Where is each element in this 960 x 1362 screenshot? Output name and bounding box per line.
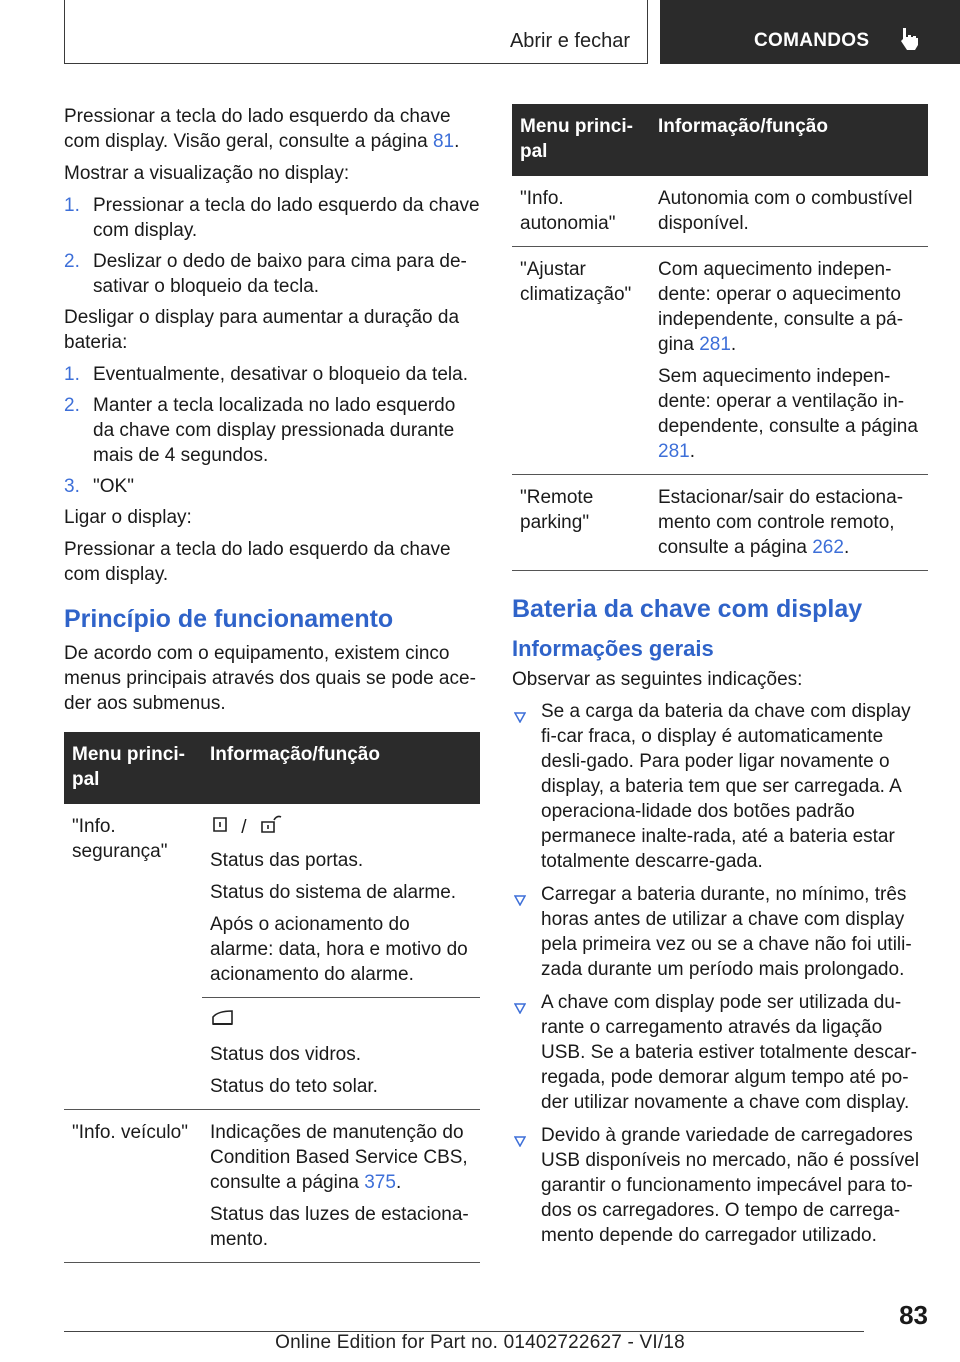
menu-cell: "Info. autonomia" bbox=[512, 176, 650, 247]
table-row bbox=[64, 804, 480, 998]
info-text: Após o acionamento do alarme: data, hora e motivo do acionamento do alarme. bbox=[210, 914, 468, 985]
table-header-row bbox=[64, 732, 480, 804]
list-item bbox=[512, 699, 928, 874]
step-list bbox=[64, 362, 480, 499]
step-text: Eventualmente, desativar o bloqueio da tela. bbox=[93, 364, 468, 385]
list-item bbox=[64, 193, 480, 243]
step-number: 1. bbox=[64, 364, 80, 385]
section-heading: Bateria da chave com display bbox=[512, 595, 863, 623]
page-link[interactable]: 81 bbox=[432, 131, 455, 152]
chapter-tab bbox=[660, 0, 960, 64]
icon-line bbox=[210, 814, 472, 841]
info-cell bbox=[202, 1110, 480, 1263]
section-heading: Princípio de funcionamento bbox=[64, 605, 394, 633]
info-text: Status do sistema de alarme. bbox=[210, 882, 457, 903]
paragraph: Desligar o display para aumentar a duração da bateria: bbox=[64, 307, 460, 353]
text: Indicações de manutenção do Condition Based Service CBS, consulte a página bbox=[210, 1122, 468, 1193]
triangle-bullet-icon bbox=[514, 996, 526, 1021]
page-link[interactable]: 281 bbox=[658, 441, 690, 462]
text: Sem aquecimento indepen-dente: operar a ventilação in-dependente, consulte a página bbox=[658, 366, 918, 437]
step-number: 2. bbox=[64, 395, 80, 416]
bullet-text: Devido à grande variedade de carregadores USB disponíveis no mercado, não é possível garantir o funcionamento impecável para to-dos os carregadores. O tempo de carrega-mento depende do carregador utilizado. bbox=[541, 1125, 920, 1246]
step-text: Deslizar o dedo de baixo para cima para de-sativar o bloqueio da tecla. bbox=[93, 251, 467, 297]
list-item bbox=[64, 474, 480, 499]
table-header-row bbox=[512, 104, 928, 176]
subsection-heading: Informações gerais bbox=[512, 636, 714, 661]
column-header: Informação/função bbox=[650, 104, 928, 176]
paragraph: De acordo com o equipamento, existem cinco menus principais através dos quais se pode ace-der aos submenus. bbox=[64, 643, 476, 714]
step-text: "OK" bbox=[93, 476, 134, 497]
footer-text: Online Edition for Part no. 01402722627 - VI/18 bbox=[275, 1332, 685, 1353]
table-row bbox=[512, 176, 928, 247]
window-icon bbox=[210, 1008, 236, 1035]
page-link[interactable]: 281 bbox=[699, 334, 731, 355]
step-number: 3. bbox=[64, 476, 80, 497]
hand-pointer-icon bbox=[898, 26, 922, 57]
list-item bbox=[64, 393, 480, 468]
left-column bbox=[64, 104, 480, 1263]
menu-table bbox=[512, 104, 928, 571]
info-cell bbox=[650, 247, 928, 475]
paragraph: Mostrar a visualização no display: bbox=[64, 163, 350, 184]
menu-cell: "Ajustar climatização" bbox=[512, 247, 650, 475]
step-number: 1. bbox=[64, 195, 80, 216]
list-item bbox=[512, 1123, 928, 1248]
table-row bbox=[512, 475, 928, 571]
info-text: Sem aquecimento indepen-dente: operar a ventilação in-dependente, consulte a página 281. bbox=[658, 366, 918, 462]
paragraph: Observar as seguintes indicações: bbox=[512, 669, 803, 690]
info-cell: Estacionar/sair do estaciona-mento com controle remoto, consulte a página 262. bbox=[650, 475, 928, 571]
list-item bbox=[64, 249, 480, 299]
list-item bbox=[64, 362, 480, 387]
table-row bbox=[64, 1110, 480, 1263]
info-text: Status dos vidros. bbox=[210, 1044, 362, 1065]
paragraph: Pressionar a tecla do lado esquerdo da chave com display. Visão geral, consulte a página 81. bbox=[64, 106, 460, 152]
triangle-bullet-icon bbox=[514, 705, 526, 730]
table-row bbox=[512, 247, 928, 475]
column-header: Menu princi-pal bbox=[64, 732, 202, 804]
info-text: Status das portas. bbox=[210, 850, 364, 871]
list-item bbox=[512, 990, 928, 1115]
triangle-bullet-icon bbox=[514, 1129, 526, 1154]
bullet-text: A chave com display pode ser utilizada du-rante o carregamento através da ligação USB. Se a bateria estiver totalmente descar-regada, pode demorar algum tempo até po-der utilizar novamente a chave com display. bbox=[541, 992, 917, 1113]
menu-cell: "Info. veículo" bbox=[64, 1110, 202, 1263]
bullet-list bbox=[512, 699, 928, 1248]
info-text: Com aquecimento indepen-dente: operar o aquecimento independente, consulte a pá-gina 281. bbox=[658, 259, 904, 355]
right-column bbox=[512, 104, 928, 1256]
list-item bbox=[512, 882, 928, 982]
paragraph: Ligar o display: bbox=[64, 507, 192, 528]
column-header: Menu princi-pal bbox=[512, 104, 650, 176]
bullet-text: Carregar a bateria durante, no mínimo, três horas antes de utilizar a chave com display pela primeira vez ou se a chave não foi utili-zada durante um período mais prolongado. bbox=[541, 884, 912, 980]
page-number: 83 bbox=[899, 1300, 928, 1330]
step-number: 2. bbox=[64, 251, 80, 272]
bullet-text: Se a carga da bateria da chave com display fi-car fraca, o display é automaticamente desli-gado. Para poder ligar novamente o display, a bateria tem que ser carregada. A operaciona-lidade dos botões padrão permanece inalte-rada, até a bateria estar totalmente descarre-gada. bbox=[541, 701, 911, 872]
chapter-title: COMANDOS bbox=[754, 30, 870, 51]
section-title: Abrir e fechar bbox=[509, 30, 630, 52]
text: Pressionar a tecla do lado esquerdo da chave com display. Visão geral, consulte a página bbox=[64, 106, 451, 152]
door-closed-icon bbox=[210, 814, 230, 841]
paragraph: Pressionar a tecla do lado esquerdo da chave com display. bbox=[64, 539, 451, 585]
page-link[interactable]: 375 bbox=[364, 1172, 396, 1193]
text: Estacionar/sair do estaciona-mento com controle remoto, consulte a página bbox=[658, 487, 904, 558]
step-list bbox=[64, 193, 480, 299]
icon-line bbox=[210, 1008, 472, 1035]
info-cell: Autonomia com o combustível disponível. bbox=[650, 176, 928, 247]
door-open-icon bbox=[258, 814, 284, 841]
menu-table bbox=[64, 732, 480, 1263]
text: Com aquecimento indepen-dente: operar o aquecimento independente, consulte a pá-gina bbox=[658, 259, 904, 355]
step-text: Manter a tecla localizada no lado esquerdo da chave com display pressionada durante mais de 4 segundos. bbox=[93, 395, 456, 466]
info-cell bbox=[202, 998, 480, 1110]
triangle-bullet-icon bbox=[514, 888, 526, 913]
column-header: Informação/função bbox=[202, 732, 480, 804]
menu-cell: "Info. segurança" bbox=[64, 804, 202, 1110]
info-text: Status do teto solar. bbox=[210, 1076, 378, 1097]
separator: / bbox=[241, 816, 247, 838]
menu-cell: "Remote parking" bbox=[512, 475, 650, 571]
info-cell bbox=[202, 804, 480, 998]
page-link[interactable]: 262 bbox=[812, 537, 844, 558]
info-text: Indicações de manutenção do Condition Based Service CBS, consulte a página 375. bbox=[210, 1122, 468, 1193]
info-text: Status das luzes de estaciona-mento. bbox=[210, 1204, 469, 1250]
step-text: Pressionar a tecla do lado esquerdo da chave com display. bbox=[93, 195, 480, 241]
